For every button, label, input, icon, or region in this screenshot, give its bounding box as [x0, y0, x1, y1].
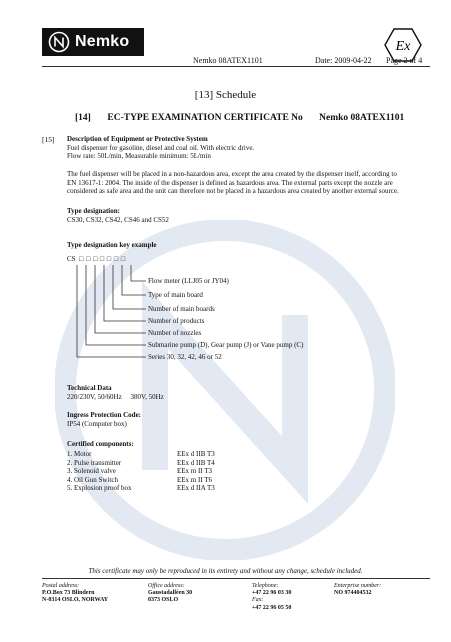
- ingress-protection: [67, 411, 432, 428]
- key-prefix: CS: [67, 255, 76, 263]
- paragraph-line: The fuel dispenser will be placed in a non-hazardous area, except the area created by the dispenser itself, according to: [67, 170, 397, 178]
- postal-line: P.O.Box 73 Blindern: [42, 590, 95, 597]
- cert-reference: Nemko 08ATEX1101: [193, 56, 263, 65]
- enterprise-label: Enterprise number:: [334, 583, 382, 589]
- component-name: 2. Pulse transmitter: [67, 458, 122, 467]
- component-code: EEx d IIA T3: [177, 484, 215, 493]
- ex-symbol: Ex: [395, 39, 411, 54]
- component-code: EEx d IIB T4: [177, 458, 215, 467]
- key-item: Flow meter (LLJ05 or JY04): [148, 277, 229, 285]
- type-designation-heading: Type designation:: [67, 207, 120, 215]
- component-name: 3. Solenoid valve: [67, 467, 116, 476]
- component-name: 5. Explosion proof box: [67, 484, 132, 493]
- phone-label: Telephone:: [252, 583, 279, 589]
- description-line: Flow rate: 50L/min, Measurable minimum: 5L/min: [67, 152, 211, 160]
- component-codes: [177, 450, 215, 493]
- fax-number: +47 22 96 05 50: [252, 604, 292, 611]
- ingress-heading: Ingress Protection Code:: [67, 411, 142, 419]
- description-heading: Description of Equipment or Protective System: [67, 135, 208, 143]
- section-15-number: [15]: [42, 135, 55, 144]
- office-line: Gaustadalléen 30: [148, 590, 193, 597]
- key-item: Submarine pump (D), Gear pump (J) or Vane pump (C): [148, 341, 304, 349]
- brand-name: Nemko: [75, 33, 130, 50]
- postal-line: N-0314 OSLO, NORWAY: [42, 597, 109, 604]
- key-item: Number of products: [148, 317, 205, 325]
- component-code: EEx d IIB T3: [177, 450, 215, 458]
- cert-label: EC-TYPE EXAMINATION CERTIFICATE No: [107, 113, 303, 123]
- cert-section-number: [14]: [75, 113, 91, 123]
- component-code: EEx m II T6: [177, 475, 213, 484]
- footer-divider: [42, 578, 430, 579]
- components-heading: Certified components:: [67, 440, 134, 448]
- component-name: 4. Oil Gun Switch: [67, 475, 118, 484]
- type-designation-value: CS30, CS32, CS42, CS46 and CS52: [67, 215, 169, 224]
- description-line: Fuel dispenser for gasoline, diesel and coal oil. With electric drive.: [67, 143, 255, 152]
- component-code: EEx m II T3: [177, 467, 213, 476]
- postal-label: Postal address:: [42, 583, 80, 589]
- key-item: Number of main boards: [148, 305, 215, 313]
- contact-numbers: [252, 583, 291, 612]
- key-boxes: □ □ □ □ □ □ □: [79, 255, 126, 263]
- page-number: Page 2 of 4: [386, 56, 423, 65]
- key-example-heading: Type designation key example: [67, 241, 157, 249]
- office-address: [148, 583, 192, 605]
- technical-value: 220/230V, 50/60Hz 380V, 50Hz: [67, 392, 164, 401]
- enterprise-info: [334, 583, 381, 597]
- office-line: 0373 OSLO: [148, 597, 179, 604]
- postal-address: [42, 583, 108, 605]
- key-item: Number of nozzles: [148, 329, 202, 337]
- fax-label: Fax:: [252, 597, 264, 604]
- component-name: 1. Motor: [67, 450, 92, 458]
- office-label: Office address:: [148, 583, 185, 589]
- schedule-title: [13] Schedule: [194, 89, 257, 101]
- paragraph-line: considered as safe area and the unit can therefore not be placed in a hazardous area created by another external source.: [67, 187, 399, 195]
- issue-date: Date: 2009-04-22: [315, 56, 372, 65]
- cert-number: Nemko 08ATEX1101: [319, 113, 405, 123]
- reproduction-notice: This certificate may only be reproduced in its entirety and without any change, schedule included.: [88, 567, 363, 575]
- technical-data: [67, 384, 432, 401]
- enterprise-number: NO 974404532: [334, 590, 372, 597]
- phone-number: +47 22 96 03 30: [252, 590, 292, 597]
- technical-heading: Technical Data: [67, 384, 112, 392]
- key-item: Series 30, 32, 42, 46 or 52: [148, 353, 222, 361]
- paragraph-line: EN 13617-1: 2004. The inside of the dispenser is defined as hazardous area. The external parts except the nozzle are: [67, 178, 393, 187]
- ingress-value: IP54 (Computer box): [67, 419, 127, 428]
- key-item: Type of main board: [148, 291, 203, 299]
- component-names: [67, 450, 132, 493]
